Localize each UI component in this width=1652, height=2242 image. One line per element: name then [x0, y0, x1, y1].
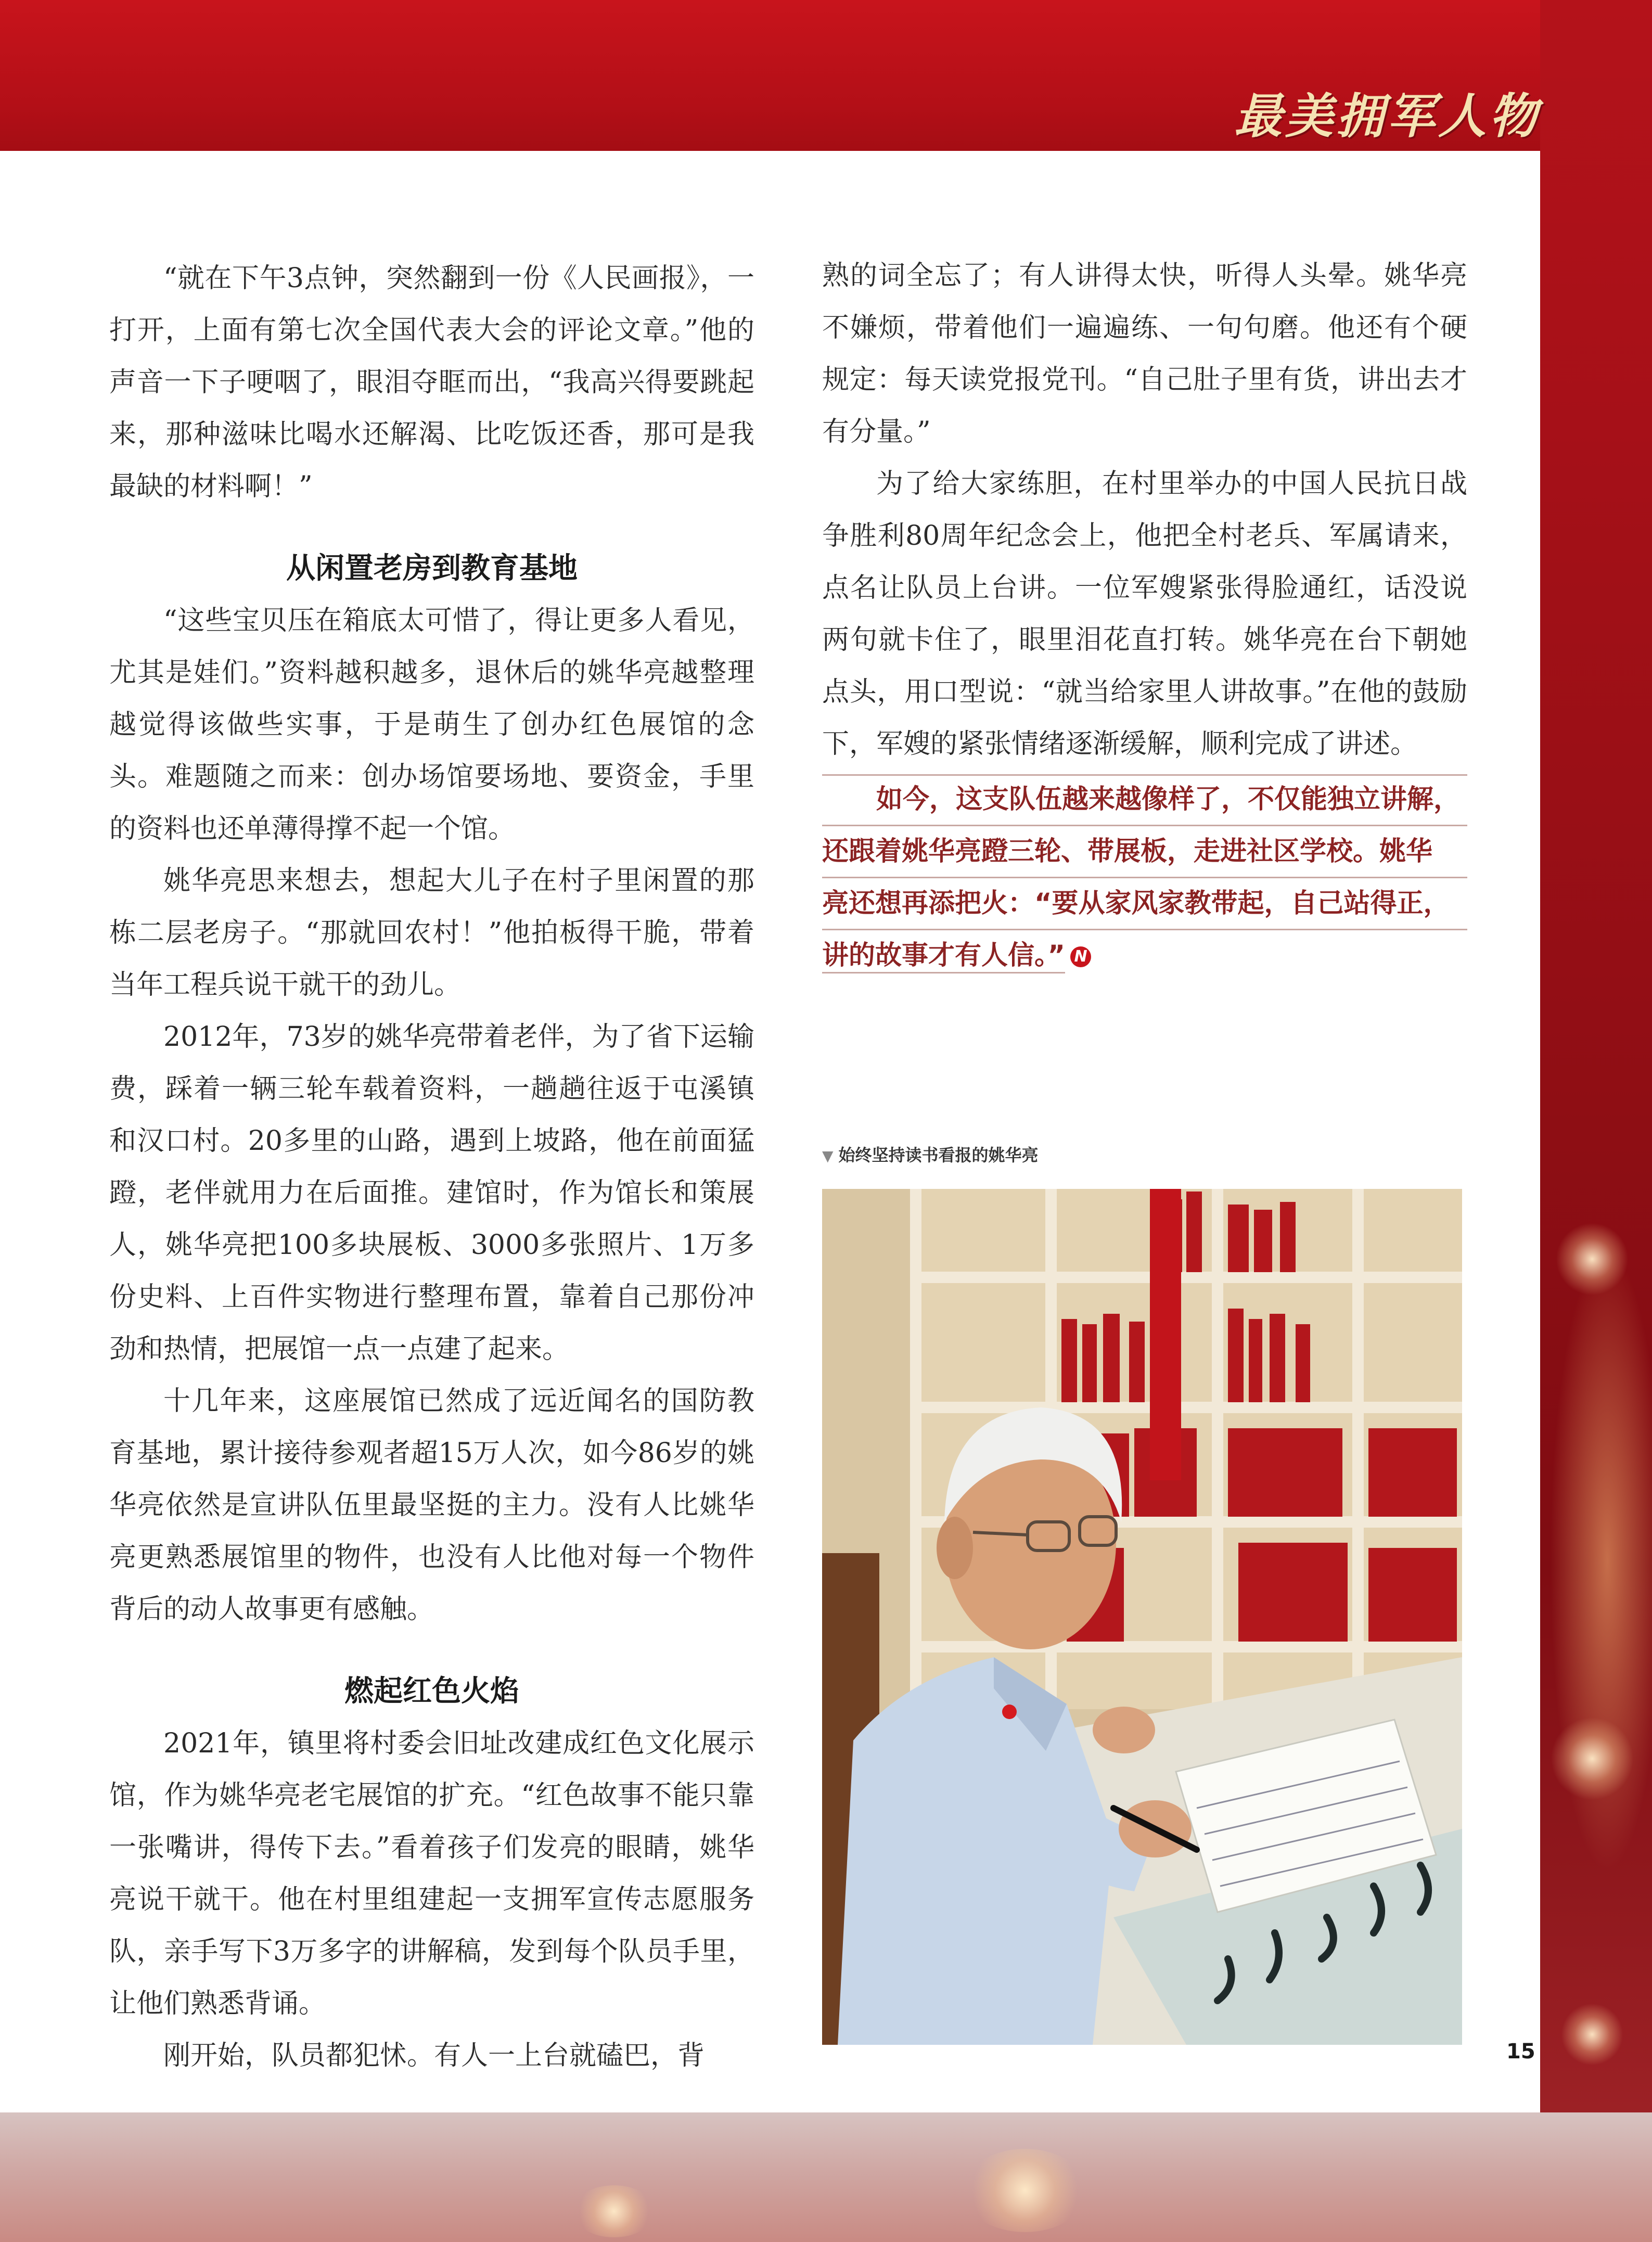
bokeh-light	[963, 2149, 1087, 2232]
highlight-line: 还跟着姚华亮蹬三轮、带展板，走进社区学校。姚华	[822, 826, 1467, 878]
section-title: 最美拥军人物	[1234, 88, 1540, 144]
highlight-line: 亮还想再添把火：“要从家风家教带起，自己站得正，	[822, 878, 1467, 930]
bokeh-light	[1556, 1223, 1629, 1296]
highlight-line-last	[822, 930, 1467, 981]
right-column	[822, 250, 1467, 981]
photo-caption	[822, 1142, 1039, 1166]
photo-illustration	[822, 1189, 1462, 2045]
paragraph: 十几年来，这座展馆已然成了远近闻名的国防教育基地，累计接待参观者超15万人次，如今86岁的姚华亮依然是宣讲队伍里最坚挺的主力。没有人比姚华亮更熟悉展馆里的物件，也没有人比他对每一个物件背后的动人故事更有感触。	[109, 1386, 754, 1625]
page-number: 15	[1506, 2040, 1535, 2064]
intro-paragraph: “就在下午3点钟，突然翻到一份《人民画报》，一打开，上面有第七次全国代表大会的评论文章。”他的声音一下子哽咽了，眼泪夺眶而出，“我高兴得要跳起来，那种滋味比喝水还解渴、比吃饭还香，那可是我最缺的材料啊！”	[109, 263, 754, 502]
end-mark-icon: N	[1070, 946, 1091, 967]
portrait-photo	[822, 1189, 1462, 2045]
highlight-line: 如今，这支队伍越来越像样了，不仅能独立讲解，	[822, 774, 1467, 826]
paragraph: 刚开始，队员都犯怵。有人一上台就磕巴，背	[163, 2040, 705, 2071]
section-heading: 燃起红色火焰	[344, 1674, 519, 1708]
paragraph: 2012年，73岁的姚华亮带着老伴，为了省下运输费，踩着一辆三轮车载着资料，一趟趟往返于屯溪镇和汉口村。20多里的山路，遇到上坡路，他在前面猛蹬，老伴就用力在后面推。建馆时，作为馆长和策展人，姚华亮把100多块展板、3000多张照片、1万多份史料、上百件实物进行整理布置，靠着自己那份冲劲和热情，把展馆一点一点建了起来。	[109, 1021, 754, 1365]
highlight-line-text: 讲的故事才有人信。”	[822, 940, 1065, 973]
bokeh-light	[1561, 2003, 1623, 2066]
bokeh-light	[572, 2185, 656, 2237]
paragraph: 姚华亮思来想去，想起大儿子在村子里闲置的那栋二层老房子。“那就回农村！”他拍板得干脆，带着当年工程兵说干就干的劲儿。	[109, 865, 754, 1001]
right-decor-glow	[1540, 1197, 1652, 1925]
left-column	[109, 252, 754, 2082]
paragraph: 为了给大家练胆，在村里举办的中国人民抗日战争胜利80周年纪念会上，他把全村老兵、军属请来，点名让队员上台讲。一位军嫂紧张得脸通红，话没说两句就卡住了，眼里泪花直打转。姚华亮在台下朝她点头，用口型说：“就当给家里人讲故事。”在他的鼓励下，军嫂的紧张情绪逐渐缓解，顺利完成了讲述。	[822, 468, 1467, 760]
section-heading: 从闲置老房到教育基地	[286, 552, 578, 585]
paragraph: “这些宝贝压在箱底太可惜了，得让更多人看见，尤其是娃们。”资料越积越多，退休后的姚华亮越整理越觉得该做些实事，于是萌生了创办红色展馆的念头。难题随之而来：创办场馆要场地、要资金，手里的资料也还单薄得撑不起一个馆。	[109, 605, 754, 844]
footer-band	[0, 2112, 1652, 2242]
caption-triangle-icon: ▼	[822, 1147, 834, 1164]
photo-caption-text: 始终坚持读书看报的姚华亮	[838, 1145, 1039, 1165]
bokeh-light	[1551, 1717, 1634, 1800]
highlighted-quote	[822, 774, 1467, 981]
paragraph-continuation: 熟的词全忘了；有人讲得太快，听得人头晕。姚华亮不嫌烦，带着他们一遍遍练、一句句磨。他还有个硬规定：每天读党报党刊。“自己肚子里有货，讲出去才有分量。”	[822, 260, 1467, 447]
paragraph: 2021年，镇里将村委会旧址改建成红色文化展示馆，作为姚华亮老宅展馆的扩充。“红色故事不能只靠一张嘴讲，得传下去。”看着孩子们发亮的眼睛，姚华亮说干就干。他在村里组建起一支拥军宣传志愿服务队，亲手写下3万多字的讲解稿，发到每个队员手里，让他们熟悉背诵。	[109, 1728, 754, 2019]
